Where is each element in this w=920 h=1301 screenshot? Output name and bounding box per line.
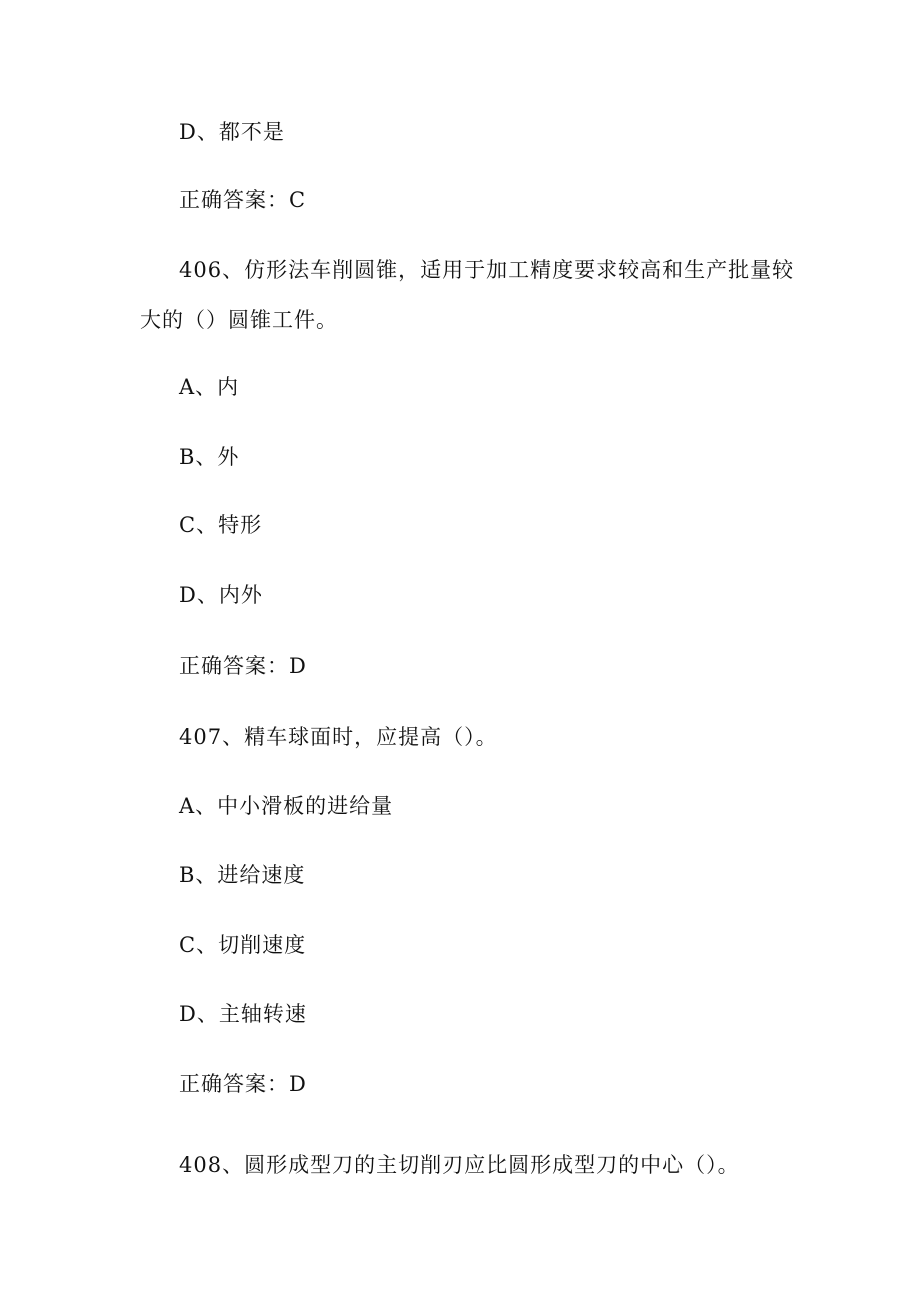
option-d-prev: D、都不是 — [179, 120, 285, 144]
option-407-a: A、中小滑板的进给量 — [179, 794, 394, 818]
question-407: 407、精车球面时，应提高（）。 — [179, 725, 498, 749]
question-406-line1: 406、仿形法车削圆锥，适用于加工精度要求较高和生产批量较 — [179, 258, 795, 282]
option-406-a: A、内 — [179, 375, 240, 399]
question-406-line2: 大的（）圆锥工件。 — [140, 308, 338, 332]
option-406-b: B、外 — [179, 445, 240, 469]
option-407-b: B、进给速度 — [179, 863, 306, 887]
option-407-d: D、主轴转速 — [179, 1002, 307, 1026]
answer-405: 正确答案：C — [179, 188, 307, 212]
question-408: 408、圆形成型刀的主切削刃应比圆形成型刀的中心（）。 — [179, 1153, 740, 1177]
answer-407: 正确答案：D — [179, 1072, 307, 1096]
option-407-c: C、切削速度 — [179, 933, 307, 957]
option-406-c: C、特形 — [179, 513, 263, 537]
answer-406: 正确答案：D — [179, 654, 307, 678]
option-406-d: D、内外 — [179, 583, 263, 607]
